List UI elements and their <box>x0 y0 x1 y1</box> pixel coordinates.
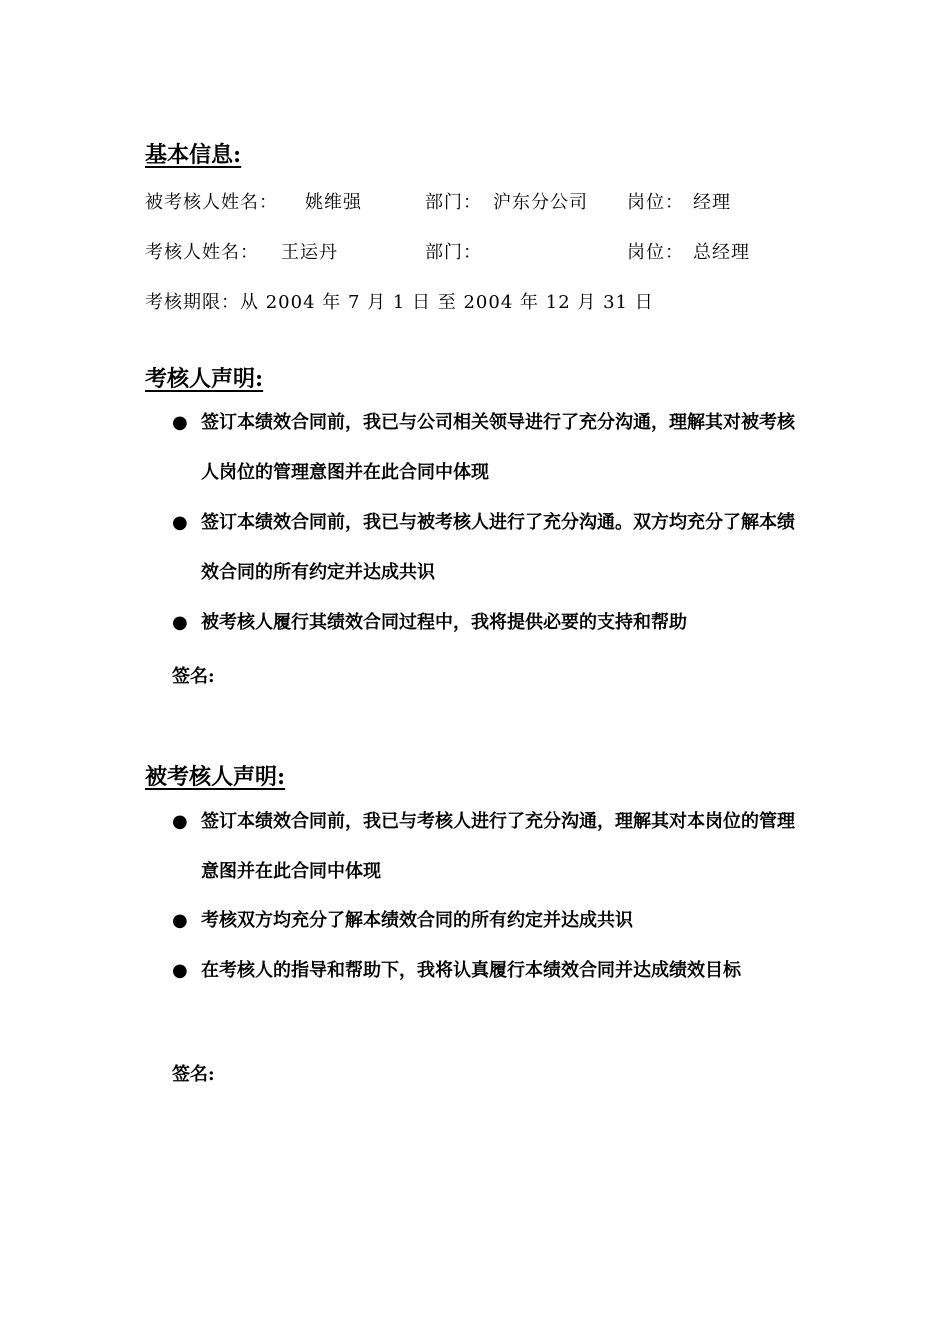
assessor-name-label: 考核人姓名： <box>145 242 259 263</box>
list-item-text: 被考核人履行其绩效合同过程中，我将提供必要的支持和帮助 <box>201 612 687 633</box>
assessor-post-value: 总经理 <box>693 242 750 263</box>
assessor-signature-label: 签名: <box>172 666 215 687</box>
list-item-text: 签订本绩效合同前，我已与考核人进行了充分沟通，理解其对本岗位的管理意图并在此合同中体现 <box>201 811 795 882</box>
assessee-name-label: 被考核人姓名： <box>145 192 278 213</box>
bullet-icon: ● <box>172 512 188 533</box>
assessee-dept-value: 沪东分公司 <box>493 192 588 213</box>
assessment-period: 考核期限：从 2004 年 7 月 1 日 至 2004 年 12 月 31 日 <box>145 292 654 313</box>
assessee-dept-label: 部门： <box>425 192 482 213</box>
assessor-dept-label: 部门： <box>425 242 482 263</box>
assessee-post-value: 经理 <box>693 192 731 213</box>
bullet-icon: ● <box>172 412 188 433</box>
bullet-icon: ● <box>172 811 188 832</box>
assessee-name-value: 姚维强 <box>305 192 362 213</box>
assessee-statement-title: 被考核人声明: <box>145 764 286 790</box>
list-item-text: 签订本绩效合同前，我已与被考核人进行了充分沟通。双方均充分了解本绩效合同的所有约定并达成共识 <box>201 512 795 583</box>
assessor-name-value: 王运丹 <box>281 242 338 263</box>
list-item-text: 考核双方均充分了解本绩效合同的所有约定并达成共识 <box>201 910 633 931</box>
assessee-post-label: 岗位： <box>627 192 684 213</box>
bullet-icon: ● <box>172 612 188 633</box>
list-item-text: 签订本绩效合同前，我已与公司相关领导进行了充分沟通，理解其对被考核人岗位的管理意图并在此合同中体现 <box>201 412 795 483</box>
bullet-icon: ● <box>172 960 188 981</box>
bullet-icon: ● <box>172 910 188 931</box>
assessor-post-label: 岗位： <box>627 242 684 263</box>
assessee-signature-label: 签名: <box>172 1064 215 1085</box>
basic-info-title: 基本信息: <box>145 142 242 168</box>
assessor-statement-title: 考核人声明: <box>145 366 264 392</box>
list-item-text: 在考核人的指导和帮助下，我将认真履行本绩效合同并达成绩效目标 <box>201 960 741 981</box>
